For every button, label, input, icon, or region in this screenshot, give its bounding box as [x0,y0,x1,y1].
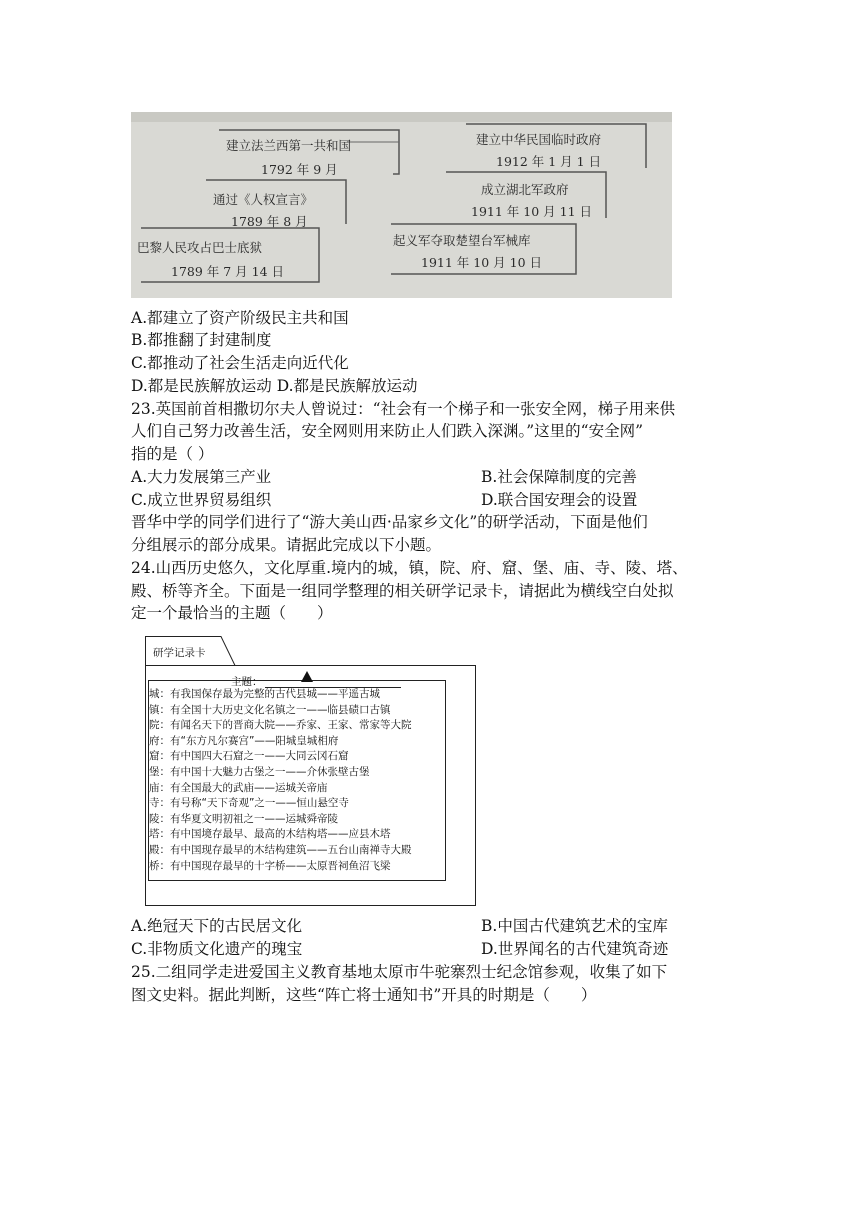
triangle-marker-icon [301,671,313,682]
card-row: 镇：有全国十大历史文化名镇之一——临县碛口古镇 [149,704,391,716]
q22-option-d: D.都是民族解放运动 D.都是民族解放运动 [131,377,418,395]
card-row: 寺：有号称“天下奇观”之一——恒山悬空寺 [149,797,349,809]
q24-stem-line: 殿、桥等齐全。下面是一组同学整理的相关研学记录卡，请据此为横线空白处拟 [131,582,674,600]
date-label: 1911 年 10 月 10 日 [421,255,542,270]
q22-option-b: B.都推翻了封建制度 [131,331,272,349]
intro-line: 分组展示的部分成果。请据此完成以下小题。 [131,536,442,554]
card-topic-label: 主题： [231,676,263,688]
event-label: 起义军夺取楚望台军械库 [393,233,531,248]
q24-option-a: A.绝冠天下的古民居文化 [131,917,303,935]
q24-option-d: D.世界闻名的古代建筑奇迹 [481,940,669,958]
event-label: 建立中华民国临时政府 [476,132,602,147]
q23-option-d: D.联合国安理会的设置 [481,491,638,509]
q23-option-c: C.成立世界贸易组织 [131,491,272,509]
date-label: 1912 年 1 月 1 日 [496,154,602,169]
q24-option-c: C.非物质文化遗产的瑰宝 [131,940,303,958]
card-row: 院：有闻名天下的晋商大院——乔家、王家、常家等大院 [149,719,412,731]
event-label: 建立法兰西第一共和国 [226,138,352,153]
q25-stem-line: 25.二组同学走进爱国主义教育基地太原市牛驼寨烈士纪念馆参观，收集了如下 [131,963,668,981]
q24-option-b: B.中国古代建筑艺术的宝库 [481,917,668,935]
card-row: 殿：有中国现存最早的木结构建筑——五台山南禅寺大殿 [149,844,412,856]
card-row: 桥：有中国现存最早的十字桥——太原晋祠鱼沼飞梁 [149,860,391,872]
q23-option-a: A.大力发展第三产业 [131,468,272,486]
timeline-photo [131,112,672,298]
intro-line: 晋华中学的同学们进行了“游大美山西·品家乡文化”的研学活动，下面是他们 [131,513,648,531]
card-tab-label: 研学记录卡 [153,647,206,659]
q24-stem-line: 24.山西历史悠久，文化厚重.境内的城，镇，院、府、窟、堡、庙、寺、陵、塔、 [131,559,688,577]
q23-stem-line: 人们自己努力改善生活，安全网则用来防止人们跌入深渊。”这里的“安全网” [131,422,644,440]
event-label: 成立湖北军政府 [481,182,569,197]
card-row: 塔：有中国境存最早、最高的木结构塔——应县木塔 [149,828,391,840]
card-row: 窟：有中国四大石窟之一——大同云冈石窟 [149,750,349,762]
event-label: 通过《人权宣言》 [213,192,314,207]
q22-option-c: C.都推动了社会生活走向近代化 [131,354,349,372]
card-row: 庙：有全国最大的武庙——运城关帝庙 [149,782,328,794]
q23-option-b: B.社会保障制度的完善 [481,468,637,486]
date-label: 1911 年 10 月 11 日 [471,204,592,219]
research-record-card [145,635,477,907]
card-row: 城：有我国保存最为完整的古代县城——平遥古城 [149,688,380,700]
card-row: 陵：有华夏文明初祖之一——运城舜帝陵 [149,813,338,825]
q22-option-a: A.都建立了资产阶级民主共和国 [131,309,349,327]
date-label: 1792 年 9 月 [261,162,338,177]
q23-stem-line: 23.英国前首相撒切尔夫人曾说过：“社会有一个梯子和一张安全网，梯子用来供 [131,400,676,418]
event-label: 巴黎人民攻占巴士底狱 [137,240,263,255]
date-label: 1789 年 7 月 14 日 [171,264,285,279]
q25-stem-line: 图文史料。据此判断，这些“阵亡将士通知书”开具的时期是（ ） [131,986,597,1004]
q24-stem-line: 定一个最恰当的主题（ ） [131,604,333,622]
date-label: 1789 年 8 月 [231,214,308,229]
q23-stem-line: 指的是（ ） [131,445,214,463]
card-row: 堡：有中国十大魅力古堡之一——介休张壁古堡 [149,766,370,778]
card-row: 府：有“东方凡尔赛宫”——阳城皇城相府 [149,735,339,747]
